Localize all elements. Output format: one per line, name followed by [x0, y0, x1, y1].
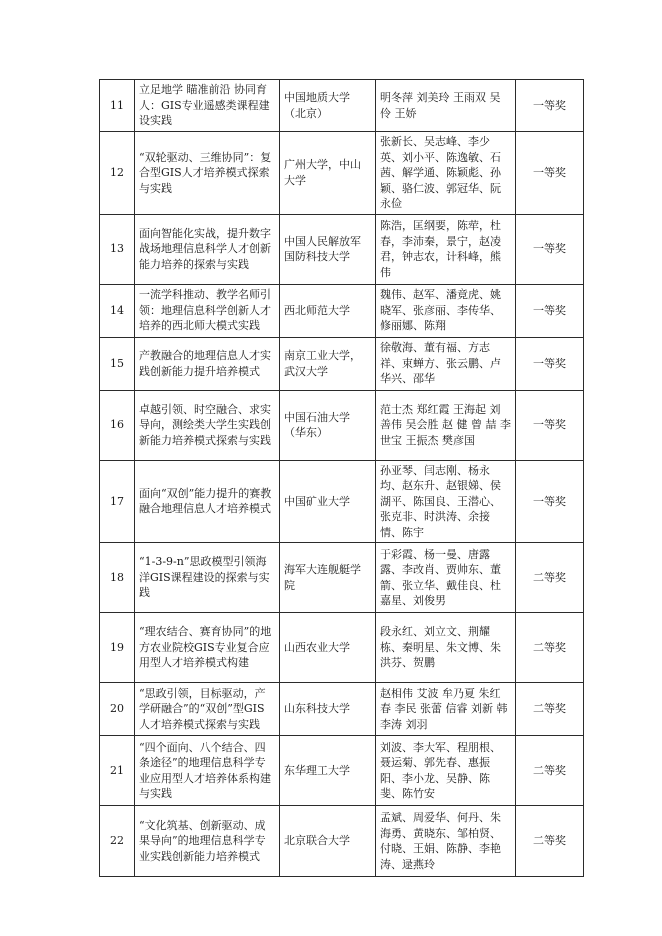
row-number: 20: [100, 683, 135, 736]
table-row: [100, 214, 584, 284]
project-title: “思政引领，目标驱动，产学研融合”的“双创”型GIS人才培养模式探索与实践: [135, 683, 280, 736]
award-level: 一等奖: [516, 132, 584, 215]
project-title: “1-3-9-n”思政模型引领海洋GIS课程建设的探索与实践: [135, 543, 280, 613]
award-level: 二等奖: [516, 683, 584, 736]
team-members: 陈浩，匡纲要，陈荦，杜春，李沛秦，景宁，赵凌君，钟志农，计科峰，熊伟: [376, 214, 516, 284]
team-members: 孙亚琴、闫志刚、杨永均、赵东升、赵银娣、侯湖平、陈国良、王潜心、张克非、时洪涛、余接情、陈宇: [376, 460, 516, 543]
institution: 中国矿业大学: [280, 460, 376, 543]
team-members: 徐敬海、董有福、方志祥、束蝉方、张云鹏、卢华兴、邵华: [376, 337, 516, 390]
institution: 中国石油大学（华东）: [280, 390, 376, 460]
team-members: 赵相伟 艾波 牟乃夏 朱红春 李民 张蕾 信睿 刘新 韩李涛 刘羽: [376, 683, 516, 736]
row-number: 12: [100, 132, 135, 215]
table-row: [100, 460, 584, 543]
award-level: 二等奖: [516, 806, 584, 877]
project-title: “四个面向、八个结合、四条途径”的地理信息科学专业应用型人才培养体系构建与实践: [135, 736, 280, 806]
table-row: [100, 736, 584, 806]
row-number: 15: [100, 337, 135, 390]
institution: 东华理工大学: [280, 736, 376, 806]
table-row: [100, 543, 584, 613]
row-number: 16: [100, 390, 135, 460]
award-level: 一等奖: [516, 337, 584, 390]
table-row: [100, 806, 584, 877]
team-members: 段永红、刘立文、荆耀栋、秦明星、朱文博、朱洪芬、贺鹏: [376, 613, 516, 683]
institution: 中国人民解放军国防科技大学: [280, 214, 376, 284]
row-number: 13: [100, 214, 135, 284]
team-members: 于彩霞、杨一曼、唐露露、李改肖、贾帅东、董箭、张立华、戴佳良、杜嘉星、刘俊男: [376, 543, 516, 613]
institution: 山东科技大学: [280, 683, 376, 736]
project-title: “双轮驱动、三维协同”：复合型GIS人才培养模式探索与实践: [135, 132, 280, 215]
project-title: “理农结合、赛育协同”的地方农业院校GIS专业复合应用型人才培养模式构建: [135, 613, 280, 683]
award-level: 一等奖: [516, 80, 584, 132]
project-title: 一流学科推动、教学名师引领：地理信息科学创新人才培养的西北师大模式实践: [135, 284, 280, 337]
project-title: 面向“双创”能力提升的赛教融合地理信息人才培养模式: [135, 460, 280, 543]
table-row: [100, 80, 584, 132]
project-title: 立足地学 瞄准前沿 协同育人：GIS专业遥感类课程建设实践: [135, 80, 280, 132]
row-number: 21: [100, 736, 135, 806]
institution: 中国地质大学（北京）: [280, 80, 376, 132]
row-number: 14: [100, 284, 135, 337]
institution: 广州大学，中山大学: [280, 132, 376, 215]
award-level: 一等奖: [516, 390, 584, 460]
award-level: 一等奖: [516, 460, 584, 543]
team-members: 范士杰 郑红霞 王海起 刘善伟 吴会胜 赵 健 曾 喆 李世宝 王振杰 樊彦国: [376, 390, 516, 460]
award-level: 一等奖: [516, 214, 584, 284]
project-title: 面向智能化实战，提升数字战场地理信息科学人才创新能力培养的探索与实践: [135, 214, 280, 284]
project-title: “文化筑基、创新驱动、成果导向”的地理信息科学专业实践创新能力培养模式: [135, 806, 280, 877]
table-row: [100, 613, 584, 683]
team-members: 魏伟、赵军、潘竟虎、姚晓军、张彦丽、李传华、修丽娜、陈翔: [376, 284, 516, 337]
award-level: 一等奖: [516, 284, 584, 337]
award-level: 二等奖: [516, 613, 584, 683]
project-title: 卓越引领、时空融合、求实导向，测绘类大学生实践创新能力培养模式探索与实践: [135, 390, 280, 460]
award-level: 二等奖: [516, 543, 584, 613]
row-number: 11: [100, 80, 135, 132]
table-row: [100, 683, 584, 736]
award-level: 二等奖: [516, 736, 584, 806]
row-number: 17: [100, 460, 135, 543]
row-number: 22: [100, 806, 135, 877]
institution: 海军大连舰艇学院: [280, 543, 376, 613]
team-members: 孟斌、周爱华、何丹、朱海勇、黄晓东、邹柏贤、付晓、王娟、陈静、李艳涛、逯燕玲: [376, 806, 516, 877]
team-members: 刘波、李大军、程朋根、聂运菊、郭先春、惠振阳、李小龙、吴静、陈斐、陈竹安: [376, 736, 516, 806]
row-number: 19: [100, 613, 135, 683]
table-row: [100, 390, 584, 460]
row-number: 18: [100, 543, 135, 613]
table-row: [100, 284, 584, 337]
table-row: [100, 337, 584, 390]
awards-table: [99, 79, 584, 877]
institution: 西北师范大学: [280, 284, 376, 337]
project-title: 产教融合的地理信息人才实践创新能力提升培养模式: [135, 337, 280, 390]
institution: 山西农业大学: [280, 613, 376, 683]
institution: 北京联合大学: [280, 806, 376, 877]
team-members: 张新长、吴志峰、李少英、刘小平、陈逸敏、石茜、解学通、陈颖彪、孙颖、骆仁波、郭冠华、阮永俭: [376, 132, 516, 215]
institution: 南京工业大学，武汉大学: [280, 337, 376, 390]
team-members: 明冬萍 刘美玲 王雨双 吴伶 王娇: [376, 80, 516, 132]
table-row: [100, 132, 584, 215]
